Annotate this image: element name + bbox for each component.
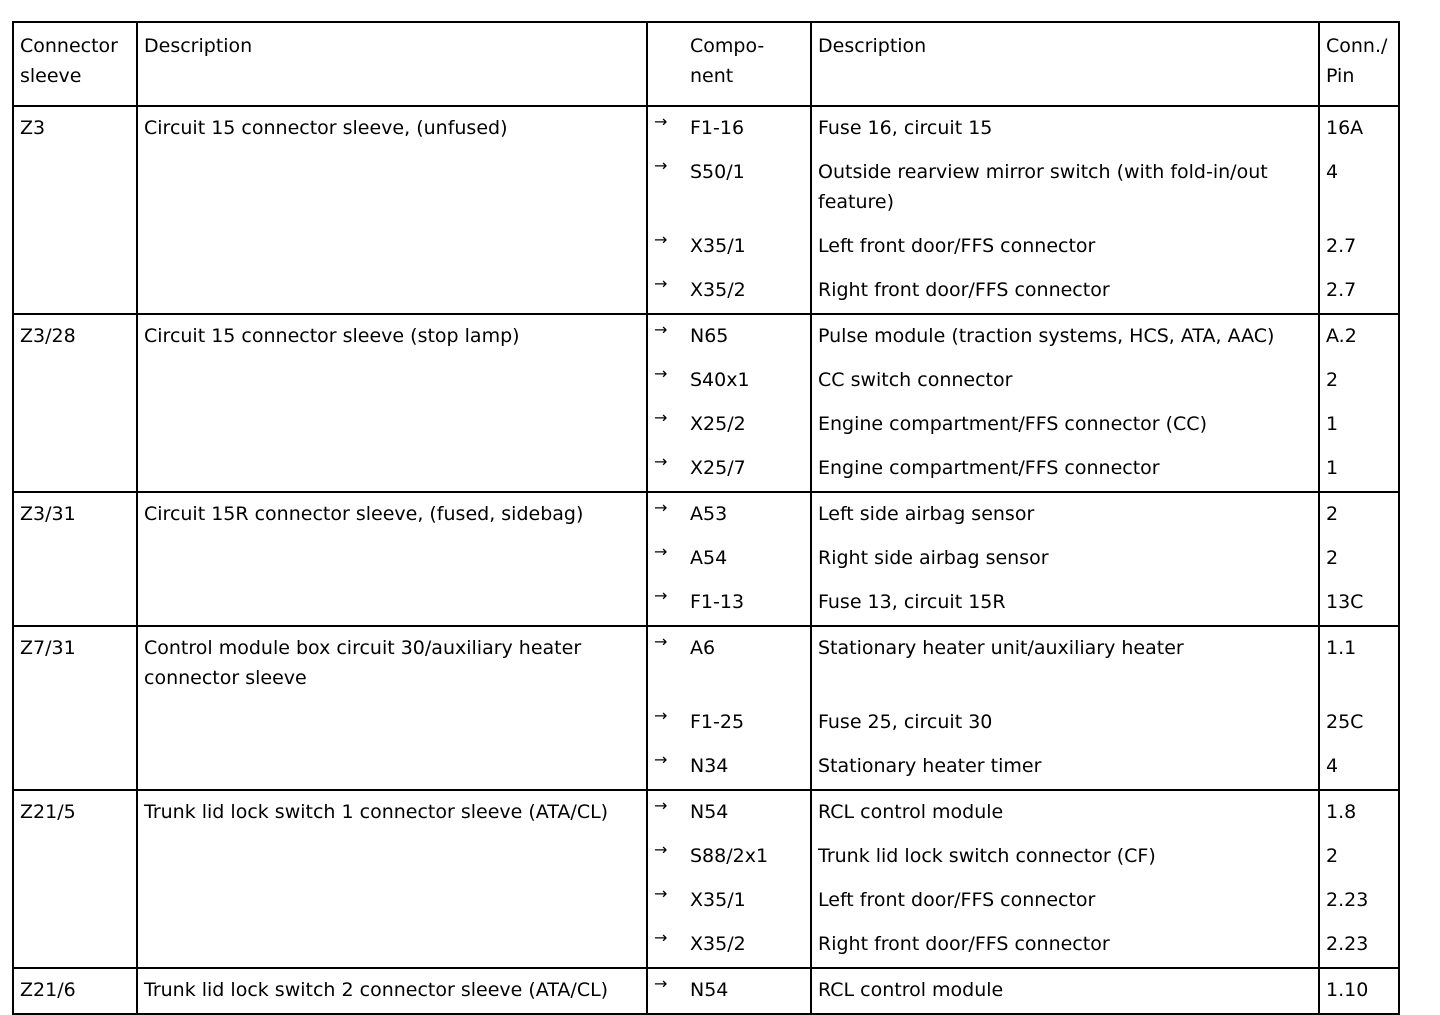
cell-component: F1-25 — [686, 701, 811, 745]
cell-component: A53 — [686, 492, 811, 537]
cell-component-description: Fuse 25, circuit 30 — [811, 701, 1319, 745]
header-component: Compo- nent — [686, 22, 811, 106]
cell-connector-sleeve — [13, 745, 137, 790]
cell-sleeve-description — [137, 701, 647, 745]
arrow-icon: → — [654, 408, 668, 427]
cell-component-description: Left front door/FFS connector — [811, 879, 1319, 923]
cell-component-description: Trunk lid lock switch connector (CF) — [811, 835, 1319, 879]
cell-component: X35/2 — [686, 269, 811, 314]
cell-conn-pin: 1.8 — [1319, 790, 1399, 835]
cell-component-description: Left side airbag sensor — [811, 492, 1319, 537]
cell-conn-pin: 25C — [1319, 701, 1399, 745]
table-header-row — [13, 22, 1399, 106]
cell-connector-sleeve — [13, 537, 137, 581]
cell-component: A54 — [686, 537, 811, 581]
cell-conn-pin: 1.10 — [1319, 968, 1399, 1014]
cell-component: N54 — [686, 968, 811, 1014]
table-row — [13, 968, 1399, 1014]
cell-conn-pin: 16A — [1319, 106, 1399, 151]
cell-sleeve-description — [137, 879, 647, 923]
cell-conn-pin: 13C — [1319, 581, 1399, 626]
arrow-icon: → — [647, 447, 686, 492]
arrow-icon: → — [647, 269, 686, 314]
table-body — [13, 106, 1399, 1014]
cell-conn-pin: 1 — [1319, 403, 1399, 447]
cell-connector-sleeve: Z21/5 — [13, 790, 137, 835]
cell-component: X25/2 — [686, 403, 811, 447]
table-row — [13, 581, 1399, 626]
connector-sleeve-table — [12, 21, 1400, 1015]
cell-conn-pin: 2.7 — [1319, 225, 1399, 269]
cell-conn-pin: 4 — [1319, 151, 1399, 225]
cell-component: S40x1 — [686, 359, 811, 403]
arrow-icon: → — [654, 230, 668, 249]
cell-component-description: Outside rearview mirror switch (with fold-in/out feature) — [811, 151, 1319, 225]
table-row — [13, 403, 1399, 447]
table-row — [13, 879, 1399, 923]
table-row — [13, 447, 1399, 492]
arrow-icon: → — [654, 112, 668, 131]
cell-component-description: Pulse module (traction systems, HCS, ATA, AAC) — [811, 314, 1319, 359]
arrow-icon: → — [654, 632, 668, 651]
cell-component-description: Fuse 13, circuit 15R — [811, 581, 1319, 626]
cell-conn-pin: 4 — [1319, 745, 1399, 790]
cell-conn-pin: 2 — [1319, 492, 1399, 537]
cell-sleeve-description — [137, 745, 647, 790]
table-row — [13, 225, 1399, 269]
arrow-icon: → — [647, 968, 686, 1014]
cell-sleeve-description — [137, 537, 647, 581]
cell-connector-sleeve: Z3/28 — [13, 314, 137, 359]
cell-connector-sleeve — [13, 403, 137, 447]
cell-conn-pin: 1 — [1319, 447, 1399, 492]
cell-component: N34 — [686, 745, 811, 790]
cell-component-description: Engine compartment/FFS connector (CC) — [811, 403, 1319, 447]
cell-component-description: Right front door/FFS connector — [811, 269, 1319, 314]
cell-sleeve-description — [137, 225, 647, 269]
cell-connector-sleeve: Z3 — [13, 106, 137, 151]
arrow-icon: → — [647, 581, 686, 626]
cell-connector-sleeve — [13, 835, 137, 879]
cell-sleeve-description: Control module box circuit 30/auxiliary heater connector sleeve — [137, 626, 647, 701]
cell-sleeve-description: Trunk lid lock switch 2 connector sleeve (ATA/CL) — [137, 968, 647, 1014]
header-connector-sleeve: Connector sleeve — [13, 22, 137, 106]
cell-component-description: Stationary heater timer — [811, 745, 1319, 790]
cell-component: X35/1 — [686, 225, 811, 269]
cell-component: A6 — [686, 626, 811, 701]
cell-connector-sleeve — [13, 359, 137, 403]
cell-conn-pin: 2 — [1319, 359, 1399, 403]
table-row — [13, 492, 1399, 537]
arrow-icon: → — [654, 498, 668, 517]
cell-component-description: Fuse 16, circuit 15 — [811, 106, 1319, 151]
cell-component: S88/2x1 — [686, 835, 811, 879]
cell-conn-pin: 1.1 — [1319, 626, 1399, 701]
table-row — [13, 359, 1399, 403]
arrow-icon: → — [654, 364, 668, 383]
cell-sleeve-description: Trunk lid lock switch 1 connector sleeve (ATA/CL) — [137, 790, 647, 835]
table-row — [13, 626, 1399, 701]
cell-conn-pin: 2.23 — [1319, 923, 1399, 968]
cell-connector-sleeve — [13, 447, 137, 492]
arrow-icon: → — [654, 320, 668, 339]
cell-sleeve-description — [137, 581, 647, 626]
cell-connector-sleeve: Z21/6 — [13, 968, 137, 1014]
cell-component-description: Engine compartment/FFS connector — [811, 447, 1319, 492]
cell-conn-pin: 2 — [1319, 537, 1399, 581]
header-arrow-spacer — [647, 22, 686, 106]
header-description-left: Description — [137, 22, 647, 106]
cell-conn-pin: 2 — [1319, 835, 1399, 879]
arrow-icon: → — [654, 156, 668, 175]
cell-component: X35/2 — [686, 923, 811, 968]
cell-connector-sleeve: Z3/31 — [13, 492, 137, 537]
arrow-icon: → — [654, 706, 668, 725]
table-row — [13, 537, 1399, 581]
cell-component: F1-13 — [686, 581, 811, 626]
header-description-right: Description — [811, 22, 1319, 106]
cell-component-description: RCL control module — [811, 790, 1319, 835]
cell-connector-sleeve — [13, 269, 137, 314]
cell-component: F1-16 — [686, 106, 811, 151]
cell-sleeve-description — [137, 835, 647, 879]
cell-component-description: RCL control module — [811, 968, 1319, 1014]
table-row — [13, 923, 1399, 968]
table-row — [13, 745, 1399, 790]
cell-sleeve-description — [137, 403, 647, 447]
cell-sleeve-description: Circuit 15R connector sleeve, (fused, sidebag) — [137, 492, 647, 537]
cell-component: X35/1 — [686, 879, 811, 923]
cell-component-description: CC switch connector — [811, 359, 1319, 403]
table-row — [13, 835, 1399, 879]
cell-component-description: Right front door/FFS connector — [811, 923, 1319, 968]
cell-component-description: Left front door/FFS connector — [811, 225, 1319, 269]
table-row — [13, 151, 1399, 225]
cell-conn-pin: 2.23 — [1319, 879, 1399, 923]
table-row — [13, 701, 1399, 745]
table-row — [13, 314, 1399, 359]
cell-conn-pin: A.2 — [1319, 314, 1399, 359]
cell-connector-sleeve — [13, 225, 137, 269]
table-row — [13, 106, 1399, 151]
cell-component-description: Right side airbag sensor — [811, 537, 1319, 581]
cell-sleeve-description: Circuit 15 connector sleeve (stop lamp) — [137, 314, 647, 359]
cell-sleeve-description — [137, 447, 647, 492]
arrow-icon: → — [654, 840, 668, 859]
cell-component-description: Stationary heater unit/auxiliary heater — [811, 626, 1319, 701]
cell-connector-sleeve: Z7/31 — [13, 626, 137, 701]
cell-sleeve-description: Circuit 15 connector sleeve, (unfused) — [137, 106, 647, 151]
cell-sleeve-description — [137, 359, 647, 403]
cell-component: N54 — [686, 790, 811, 835]
table-row — [13, 790, 1399, 835]
cell-sleeve-description — [137, 923, 647, 968]
arrow-icon: → — [647, 745, 686, 790]
arrow-icon: → — [654, 542, 668, 561]
cell-conn-pin: 2.7 — [1319, 269, 1399, 314]
cell-component: N65 — [686, 314, 811, 359]
cell-sleeve-description — [137, 269, 647, 314]
cell-component: X25/7 — [686, 447, 811, 492]
arrow-icon: → — [654, 796, 668, 815]
cell-connector-sleeve — [13, 581, 137, 626]
cell-connector-sleeve — [13, 923, 137, 968]
cell-component: S50/1 — [686, 151, 811, 225]
header-conn-pin: Conn./ Pin — [1319, 22, 1399, 106]
cell-connector-sleeve — [13, 151, 137, 225]
arrow-icon: → — [647, 923, 686, 968]
cell-sleeve-description — [137, 151, 647, 225]
arrow-icon: → — [654, 884, 668, 903]
table-row — [13, 269, 1399, 314]
cell-connector-sleeve — [13, 879, 137, 923]
cell-connector-sleeve — [13, 701, 137, 745]
connector-sleeve-table-page — [12, 21, 1396, 1015]
